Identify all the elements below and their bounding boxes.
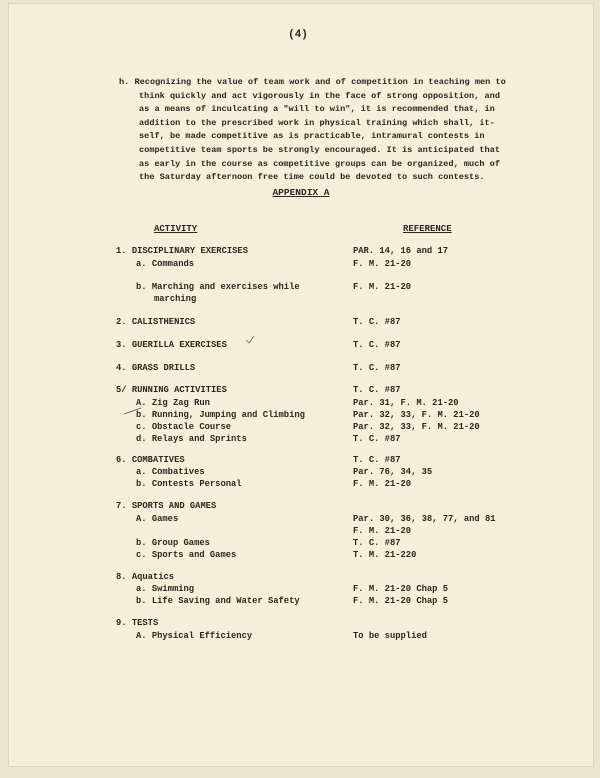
table-row [9,385,593,398]
reference-cell: F. M. 21-20 Chap 5 [353,596,449,606]
table-row [9,501,593,514]
paragraph-line: think quickly and act vigorously in the face of strong opposition, and [139,90,500,101]
reference-cell: Par. 31, F. M. 21-20 [353,398,459,408]
activity-cell: 3. GUERILLA EXERCISES [116,340,227,350]
reference-cell: F. M. 21-20 [353,526,412,536]
table-row [9,596,593,609]
table-row [9,434,593,447]
table-row [9,246,593,259]
reference-cell: F. M. 21-20 Chap 5 [353,584,449,594]
activity-cell: 5/ RUNNING ACTIVITIES [116,385,227,395]
table-row [9,340,593,353]
reference-cell: Par. 30, 36, 38, 77, and 81 [353,514,496,524]
paragraph-line: addition to the prescribed work in physical training which shall, it- [139,117,495,128]
activity-cell: 2. CALISTHENICS [116,317,196,327]
paragraph-line: competitive team sports be strongly encouraged. It is anticipated that [139,144,500,155]
activity-cell: b. Life Saving and Water Safety [136,596,300,606]
activity-cell: b. Marching and exercises while [136,282,300,292]
paragraph-line: as a means of inculcating a "will to win", it is recommended that, in [139,104,495,115]
reference-cell: T. C. #87 [353,434,401,444]
reference-cell: To be supplied [353,631,427,641]
table-row [9,479,593,492]
pencil-stroke-icon [123,406,143,416]
activity-cell: A. Games [136,514,179,524]
page-number: (4) [288,29,308,41]
reference-cell: F. M. 21-20 [353,282,412,292]
table-row [9,631,593,644]
reference-cell: Par. 32, 33, F. M. 21-20 [353,410,480,420]
table-row [9,618,593,631]
activity-cell: a. Commands [136,259,195,269]
paragraph-line: as early in the course as competitive groups can be organized, much of [139,158,500,169]
table-row [9,259,593,272]
paragraph-line: self, be made competitive as is practicable, intramural contests in [139,131,485,142]
reference-cell: T. M. 21-220 [353,550,417,560]
recommendation-paragraph [119,76,559,185]
activity-cell: b. Group Games [136,538,210,548]
document-page [9,4,593,766]
table-row [9,363,593,376]
activity-cell: a. Swimming [136,584,195,594]
check-mark-icon [245,335,255,345]
activity-cell: A. Zig Zag Run [136,398,210,408]
activity-cell: 6. COMBATIVES [116,455,185,465]
activity-cell: 4. GRASS DRILLS [116,363,196,373]
reference-cell: F. M. 21-20 [353,259,412,269]
activity-cell: b. Running, Jumping and Climbing [136,410,305,420]
activity-cell: a. Combatives [136,467,205,477]
activity-cell: 8. Aquatics [116,572,175,582]
reference-cell: PAR. 14, 16 and 17 [353,246,449,256]
reference-cell: F. M. 21-20 [353,479,412,489]
reference-column-header: REFERENCE [403,224,452,234]
reference-cell: T. C. #87 [353,317,401,327]
activity-cell: 1. DISCIPLINARY EXERCISES [116,246,248,256]
activity-cell: A. Physical Efficiency [136,631,253,641]
reference-cell: T. C. #87 [353,385,401,395]
activity-cell: 9. TESTS [116,618,159,628]
reference-cell: Par. 76, 34, 35 [353,467,433,477]
table-row [9,317,593,330]
activity-cell: marching [154,294,197,304]
table-row [9,550,593,563]
activity-column-header: ACTIVITY [154,224,198,234]
paragraph-line: h. Recognizing the value of team work and of competition in teaching men to [119,77,506,87]
activity-cell: d. Relays and Sprints [136,434,247,444]
reference-cell: T. C. #87 [353,340,401,350]
activity-cell: c. Obstacle Course [136,422,232,432]
paragraph-line: the Saturday afternoon free time could be devoted to such contests. [139,172,485,183]
reference-cell: T. C. #87 [353,538,401,548]
activity-cell: b. Contests Personal [136,479,242,489]
reference-cell: T. C. #87 [353,363,401,373]
activity-cell: 7. SPORTS AND GAMES [116,501,217,511]
activity-cell: c. Sports and Games [136,550,237,560]
reference-cell: Par. 32, 33, F. M. 21-20 [353,422,480,432]
appendix-title: APPENDIX A [272,187,330,198]
reference-cell: T. C. #87 [353,455,401,465]
table-row [9,294,593,307]
